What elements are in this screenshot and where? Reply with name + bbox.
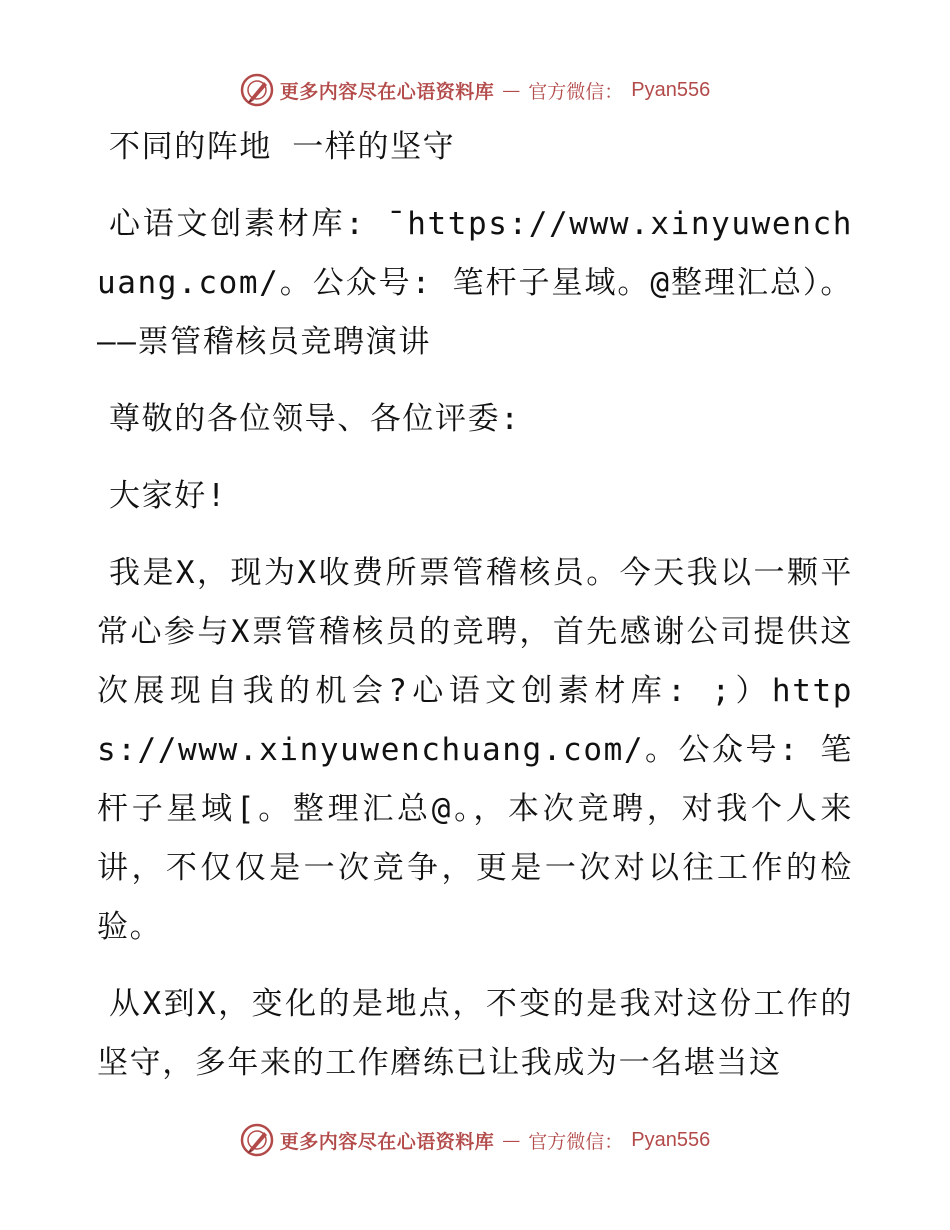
paragraph: 心语文创素材库: ¯https://www.xinyuwenchuang.com/。公众号: 笔杆子星域。@整理汇总）。——票管稽核员竞聘演讲 (97, 206, 853, 360)
banner-dash: — (502, 79, 521, 101)
paragraph: 我是X，现为X收费所票管稽核员。今天我以一颗平常心参与X票管稽核员的竞聘，首先感谢公司提供这次展现自我的机会?心语文创素材库: ;）https://www.xinyuwenchuang.com/。公众号: 笔杆子星域[。整理汇总@。，本次竞聘，对我个人来讲，不仅仅是一次竞争，更是一次对以往工作的检验。 (97, 555, 853, 945)
footer-banner (0, 1120, 950, 1160)
pen-logo-icon (240, 73, 274, 107)
banner-dash: — (502, 1129, 521, 1151)
paragraph: 大家好! (109, 478, 228, 514)
banner-wechat-label: 官方微信： (528, 1130, 624, 1153)
document-body (97, 118, 853, 1111)
banner-wechat-label: 官方微信： (528, 80, 624, 103)
pen-logo-icon (240, 1123, 274, 1157)
paragraph: 尊敬的各位领导、各位评委: (109, 401, 521, 437)
document-title: 不同的阵地 一样的坚守 (109, 129, 456, 165)
banner-wechat-id: Pyan556 (631, 78, 711, 101)
paragraph: 从X到X，变化的是地点，不变的是我对这份工作的坚守，多年来的工作磨练已让我成为一名堪当这 (97, 986, 853, 1081)
banner-wechat-id: Pyan556 (631, 1128, 711, 1151)
banner (240, 1123, 711, 1157)
banner-brand: 更多内容尽在心语资料库 (279, 1130, 495, 1153)
header-banner (0, 70, 950, 110)
banner (240, 73, 711, 107)
banner-brand: 更多内容尽在心语资料库 (279, 80, 495, 103)
